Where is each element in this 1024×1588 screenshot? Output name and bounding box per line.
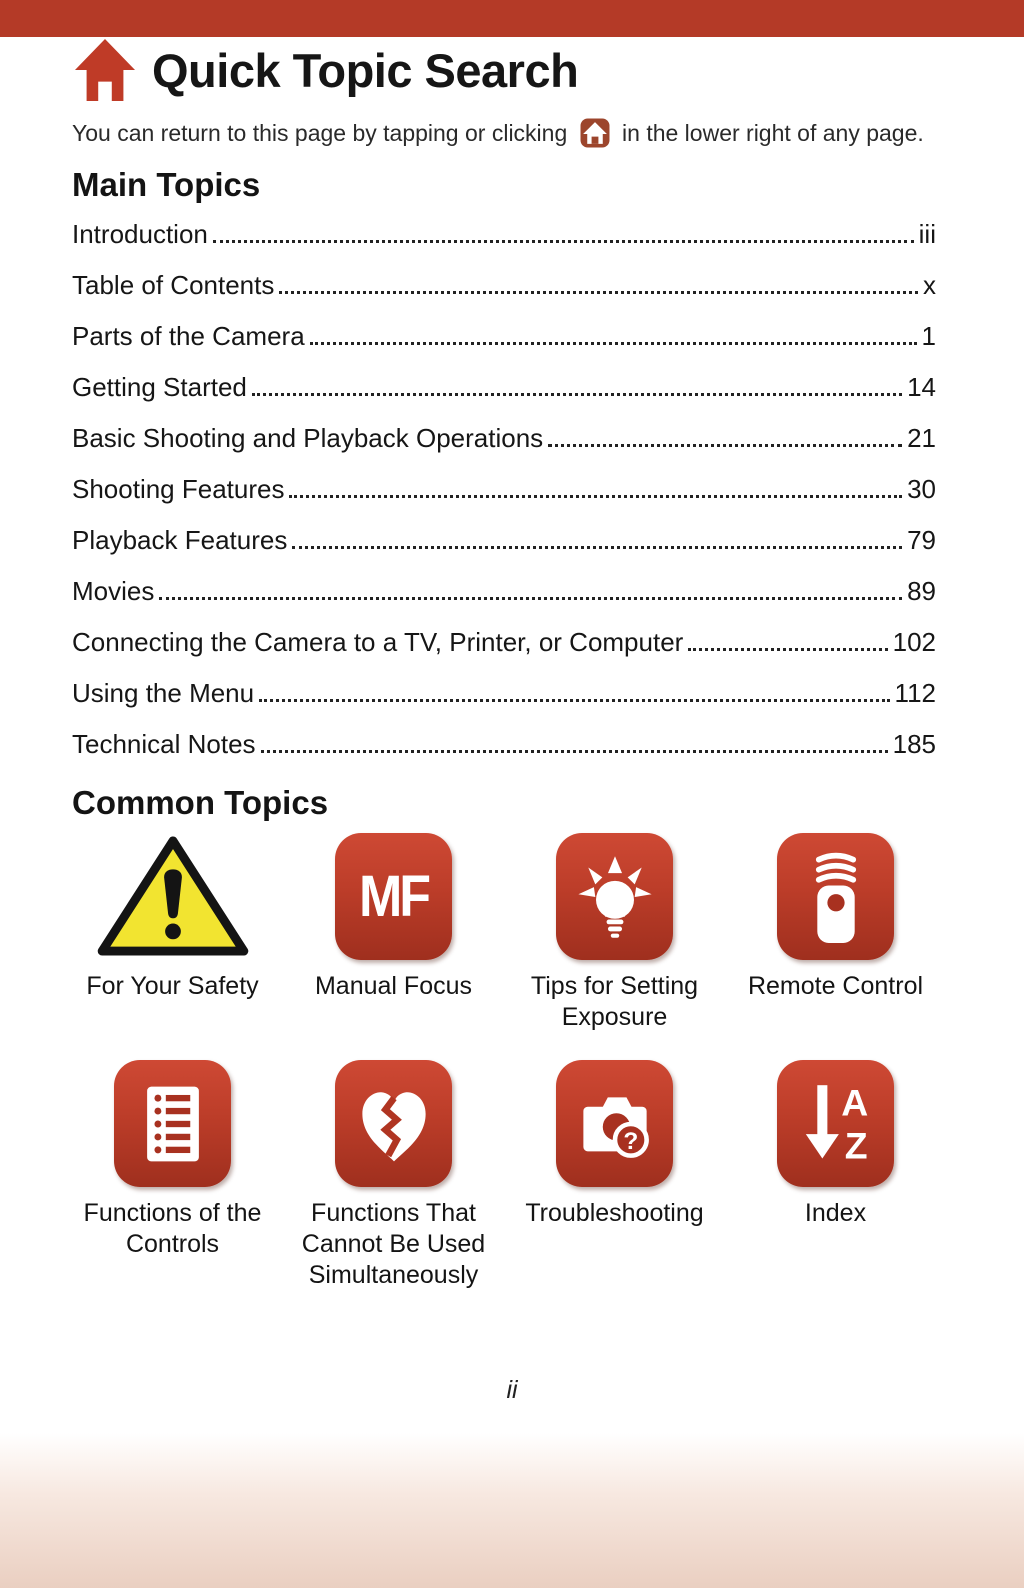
toc-label: Connecting the Camera to a TV, Printer, or Computer: [72, 627, 684, 657]
table-of-contents: [72, 217, 936, 778]
toc-page-number: iii: [918, 219, 936, 249]
tile-label: For Your Safety: [86, 972, 259, 1000]
remote-control-icon: [777, 833, 894, 960]
toc-label: Technical Notes: [72, 729, 256, 759]
mf-glyph: MF: [358, 864, 429, 929]
toc-entry-getting-started[interactable]: [72, 370, 936, 404]
broken-heart-icon: [335, 1060, 452, 1187]
toc-label: Using the Menu: [72, 678, 255, 708]
light-bulb-icon: [556, 833, 673, 960]
home-icon: [580, 118, 610, 157]
instruction-text-before: You can return to this page by tapping or clicking: [72, 120, 568, 146]
toc-leader: [159, 597, 902, 600]
camera-question-icon: [556, 1060, 673, 1187]
topic-tile-manual-focus[interactable]: [283, 833, 504, 1060]
main-topics-heading: Main Topics: [72, 166, 261, 203]
toc-leader: [261, 750, 888, 753]
tile-label: Remote Control: [747, 972, 924, 1000]
toc-entry-shooting-features[interactable]: [72, 472, 936, 506]
toc-entry-technical-notes[interactable]: [72, 727, 936, 761]
toc-label: Table of Contents: [72, 270, 275, 300]
top-bar: [0, 0, 1024, 37]
toc-entry-connecting-the-camera[interactable]: [72, 625, 936, 659]
letter-z-glyph: Z: [844, 1124, 868, 1166]
return-instruction: [72, 116, 984, 157]
toc-entry-introduction[interactable]: [72, 217, 936, 251]
topic-tile-remote-control[interactable]: [725, 833, 946, 1060]
toc-entry-table-of-contents[interactable]: [72, 268, 936, 302]
toc-leader: [688, 648, 887, 651]
toc-leader: [289, 495, 902, 498]
toc-label: Parts of the Camera: [72, 321, 305, 351]
toc-page-number: 185: [892, 729, 936, 759]
toc-entry-using-the-menu[interactable]: [72, 676, 936, 710]
toc-page-number: 112: [894, 678, 936, 708]
toc-page-number: 89: [907, 576, 936, 606]
toc-entry-basic-shooting[interactable]: [72, 421, 936, 455]
toc-leader: [548, 444, 902, 447]
toc-label: Getting Started: [72, 372, 247, 402]
toc-page-number: x: [923, 270, 936, 300]
toc-label: Movies: [72, 576, 155, 606]
toc-leader: [310, 342, 917, 345]
tile-label: Functions That Cannot Be Used Simultaneously: [301, 1199, 486, 1289]
tile-label: Manual Focus: [314, 972, 473, 1000]
tile-label: Tips for Setting Exposure: [530, 972, 699, 1031]
toc-page-number: 14: [907, 372, 936, 402]
warning-triangle-icon: [94, 834, 252, 960]
manual-focus-icon: [335, 833, 452, 960]
toc-label: Shooting Features: [72, 474, 285, 504]
toc-leader: [279, 291, 918, 294]
toc-label: Basic Shooting and Playback Operations: [72, 423, 544, 453]
common-topics-grid: [62, 833, 946, 1291]
toc-page-number: 79: [907, 525, 936, 555]
tile-label: Index: [804, 1199, 867, 1227]
toc-label: Introduction: [72, 219, 208, 249]
page-title: Quick Topic Search: [152, 43, 579, 97]
sort-az-icon: [777, 1060, 894, 1187]
topic-tile-index[interactable]: [725, 1060, 946, 1291]
topic-tile-tips-for-setting-exposure[interactable]: [504, 833, 725, 1060]
topic-tile-functions-cannot-be-used[interactable]: [283, 1060, 504, 1291]
toc-page-number: 102: [892, 627, 936, 657]
toc-page-number: 1: [921, 321, 936, 351]
topic-tile-functions-of-the-controls[interactable]: [62, 1060, 283, 1291]
tile-label: Functions of the Controls: [83, 1199, 262, 1258]
toc-leader: [252, 393, 902, 396]
question-mark-glyph: ?: [622, 1127, 638, 1155]
toc-leader: [292, 546, 902, 549]
toc-entry-parts-of-the-camera[interactable]: [72, 319, 936, 353]
list-icon: [114, 1060, 231, 1187]
tile-label: Troubleshooting: [525, 1199, 704, 1227]
topic-tile-for-your-safety[interactable]: [62, 833, 283, 1060]
topic-tile-troubleshooting[interactable]: [504, 1060, 725, 1291]
toc-leader: [213, 240, 914, 243]
page-number: ii: [506, 1376, 518, 1404]
toc-page-number: 21: [907, 423, 936, 453]
letter-a-glyph: A: [840, 1080, 868, 1123]
toc-entry-playback-features[interactable]: [72, 523, 936, 557]
home-icon: [74, 38, 136, 102]
page-header: [74, 38, 578, 102]
toc-leader: [259, 699, 889, 702]
instruction-text-after: in the lower right of any page.: [622, 120, 924, 146]
toc-label: Playback Features: [72, 525, 288, 555]
toc-page-number: 30: [907, 474, 936, 504]
toc-entry-movies[interactable]: [72, 574, 936, 608]
bottom-gradient: [0, 1433, 1024, 1588]
common-topics-heading: Common Topics: [72, 784, 329, 821]
